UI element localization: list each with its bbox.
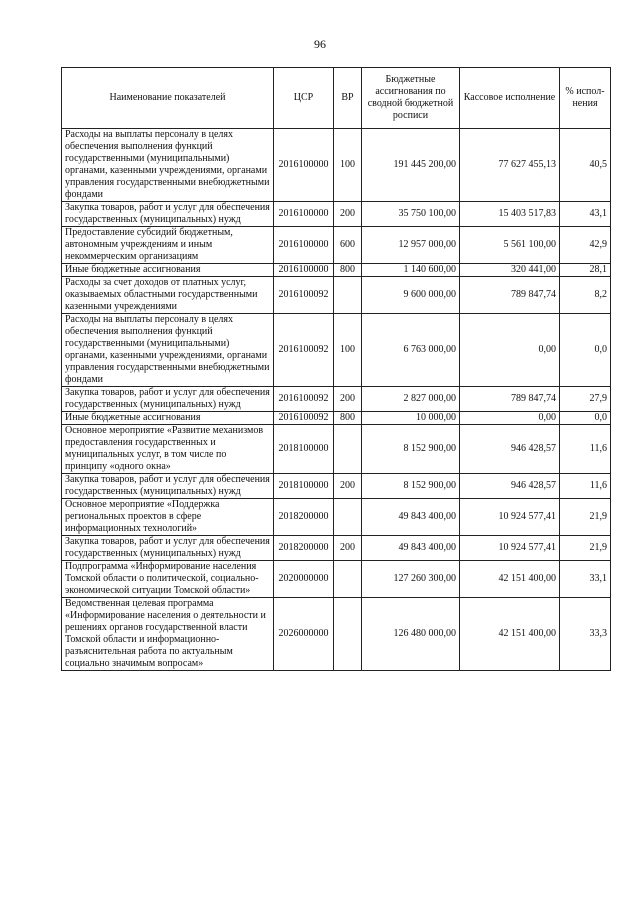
cell-pct: 0,0: [560, 314, 611, 387]
cell-vr: [334, 277, 362, 314]
cell-name: Закупка товаров, работ и услуг для обеспечения государственных (муниципальных) нужд: [62, 387, 274, 412]
cell-name: Расходы на выплаты персоналу в целях обеспечения выполнения функций государственными (муниципальными) органами, казенными учреждениями, органами управления государственными внебюджетными фондами: [62, 314, 274, 387]
cell-pct: 28,1: [560, 264, 611, 277]
table-row: [62, 412, 611, 425]
cell-cash: 10 924 577,41: [460, 499, 560, 536]
table-row: [62, 474, 611, 499]
cell-pct: 43,1: [560, 202, 611, 227]
page-number: 96: [314, 37, 326, 51]
cell-csr: 2016100092: [274, 277, 334, 314]
cell-cash: 5 561 100,00: [460, 227, 560, 264]
table-header-row: [62, 68, 611, 129]
cell-pct: 40,5: [560, 129, 611, 202]
cell-budget: 1 140 600,00: [362, 264, 460, 277]
cell-csr: 2018200000: [274, 536, 334, 561]
table-row: [62, 264, 611, 277]
cell-cash: 42 151 400,00: [460, 561, 560, 598]
table-row: [62, 387, 611, 412]
cell-name: Основное мероприятие «Поддержка региональных проектов в сфере информационных технологий»: [62, 499, 274, 536]
cell-name: Предоставление субсидий бюджетным, автономным учреждениям и иным некоммерческим организациям: [62, 227, 274, 264]
cell-cash: 789 847,74: [460, 277, 560, 314]
cell-csr: 2020000000: [274, 561, 334, 598]
cell-cash: 320 441,00: [460, 264, 560, 277]
table-row: [62, 499, 611, 536]
cell-name: Подпрограмма «Информирование населения Томской области о политической, социально-экономической ситуации Томской области»: [62, 561, 274, 598]
cell-cash: 0,00: [460, 412, 560, 425]
cell-cash: 789 847,74: [460, 387, 560, 412]
cell-pct: 33,1: [560, 561, 611, 598]
cell-cash: 15 403 517,83: [460, 202, 560, 227]
cell-cash: 0,00: [460, 314, 560, 387]
cell-vr: 100: [334, 314, 362, 387]
cell-csr: 2016100092: [274, 387, 334, 412]
cell-pct: 27,9: [560, 387, 611, 412]
cell-cash: 946 428,57: [460, 474, 560, 499]
table-row: [62, 277, 611, 314]
header-pct: % испол-нения: [560, 68, 611, 129]
cell-pct: 33,3: [560, 598, 611, 671]
cell-budget: 9 600 000,00: [362, 277, 460, 314]
cell-vr: [334, 561, 362, 598]
budget-execution-table: [61, 67, 611, 671]
cell-budget: 49 843 400,00: [362, 536, 460, 561]
cell-pct: 11,6: [560, 425, 611, 474]
cell-csr: 2016100000: [274, 227, 334, 264]
cell-name: Закупка товаров, работ и услуг для обеспечения государственных (муниципальных) нужд: [62, 536, 274, 561]
cell-name: Основное мероприятие «Развитие механизмов предоставления государственных и муниципальных услуг, в том числе по принципу «одного окна»: [62, 425, 274, 474]
cell-csr: 2026000000: [274, 598, 334, 671]
cell-cash: 10 924 577,41: [460, 536, 560, 561]
cell-budget: 12 957 000,00: [362, 227, 460, 264]
cell-name: Ведомственная целевая программа «Информирование населения о деятельности и решениях органов государственной власти Томской области и информационно-разъяснительная работа по актуальным социально значимым вопросам»: [62, 598, 274, 671]
cell-cash: 77 627 455,13: [460, 129, 560, 202]
table-row: [62, 227, 611, 264]
cell-csr: 2016100000: [274, 264, 334, 277]
cell-name: Иные бюджетные ассигнования: [62, 412, 274, 425]
cell-vr: 800: [334, 264, 362, 277]
table-row: [62, 425, 611, 474]
cell-vr: 200: [334, 474, 362, 499]
cell-name: Закупка товаров, работ и услуг для обеспечения государственных (муниципальных) нужд: [62, 474, 274, 499]
cell-budget: 8 152 900,00: [362, 425, 460, 474]
header-cash: Кассовое исполнение: [460, 68, 560, 129]
cell-budget: 35 750 100,00: [362, 202, 460, 227]
table-row: [62, 202, 611, 227]
table-row: [62, 561, 611, 598]
cell-budget: 127 260 300,00: [362, 561, 460, 598]
cell-csr: 2016100000: [274, 202, 334, 227]
cell-pct: 0,0: [560, 412, 611, 425]
cell-vr: [334, 598, 362, 671]
cell-pct: 8,2: [560, 277, 611, 314]
cell-budget: 49 843 400,00: [362, 499, 460, 536]
cell-budget: 10 000,00: [362, 412, 460, 425]
cell-vr: 200: [334, 387, 362, 412]
cell-csr: 2016100000: [274, 129, 334, 202]
cell-vr: [334, 499, 362, 536]
header-budget: Бюджетные ассигнования по сводной бюджетной росписи: [362, 68, 460, 129]
cell-pct: 42,9: [560, 227, 611, 264]
cell-csr: 2018200000: [274, 499, 334, 536]
cell-pct: 21,9: [560, 499, 611, 536]
cell-budget: 6 763 000,00: [362, 314, 460, 387]
cell-cash: 42 151 400,00: [460, 598, 560, 671]
cell-vr: 800: [334, 412, 362, 425]
table-row: [62, 314, 611, 387]
cell-vr: 200: [334, 536, 362, 561]
cell-name: Иные бюджетные ассигнования: [62, 264, 274, 277]
cell-cash: 946 428,57: [460, 425, 560, 474]
cell-csr: 2018100000: [274, 425, 334, 474]
cell-budget: 126 480 000,00: [362, 598, 460, 671]
cell-budget: 191 445 200,00: [362, 129, 460, 202]
cell-budget: 2 827 000,00: [362, 387, 460, 412]
cell-name: Расходы на выплаты персоналу в целях обеспечения выполнения функций государственными (муниципальными) органами, казенными учреждениями, органами управления государственными внебюджетными фондами: [62, 129, 274, 202]
cell-pct: 21,9: [560, 536, 611, 561]
cell-budget: 8 152 900,00: [362, 474, 460, 499]
cell-csr: 2016100092: [274, 314, 334, 387]
cell-vr: 100: [334, 129, 362, 202]
table-row: [62, 129, 611, 202]
cell-vr: 200: [334, 202, 362, 227]
cell-csr: 2016100092: [274, 412, 334, 425]
header-vr: ВР: [334, 68, 362, 129]
cell-name: Закупка товаров, работ и услуг для обеспечения государственных (муниципальных) нужд: [62, 202, 274, 227]
cell-pct: 11,6: [560, 474, 611, 499]
table-row: [62, 598, 611, 671]
header-name: Наименование показателей: [62, 68, 274, 129]
table-body: [62, 129, 611, 671]
cell-vr: [334, 425, 362, 474]
table-row: [62, 536, 611, 561]
cell-csr: 2018100000: [274, 474, 334, 499]
cell-vr: 600: [334, 227, 362, 264]
cell-name: Расходы за счет доходов от платных услуг, оказываемых областными государственными казенными учреждениями: [62, 277, 274, 314]
header-csr: ЦСР: [274, 68, 334, 129]
